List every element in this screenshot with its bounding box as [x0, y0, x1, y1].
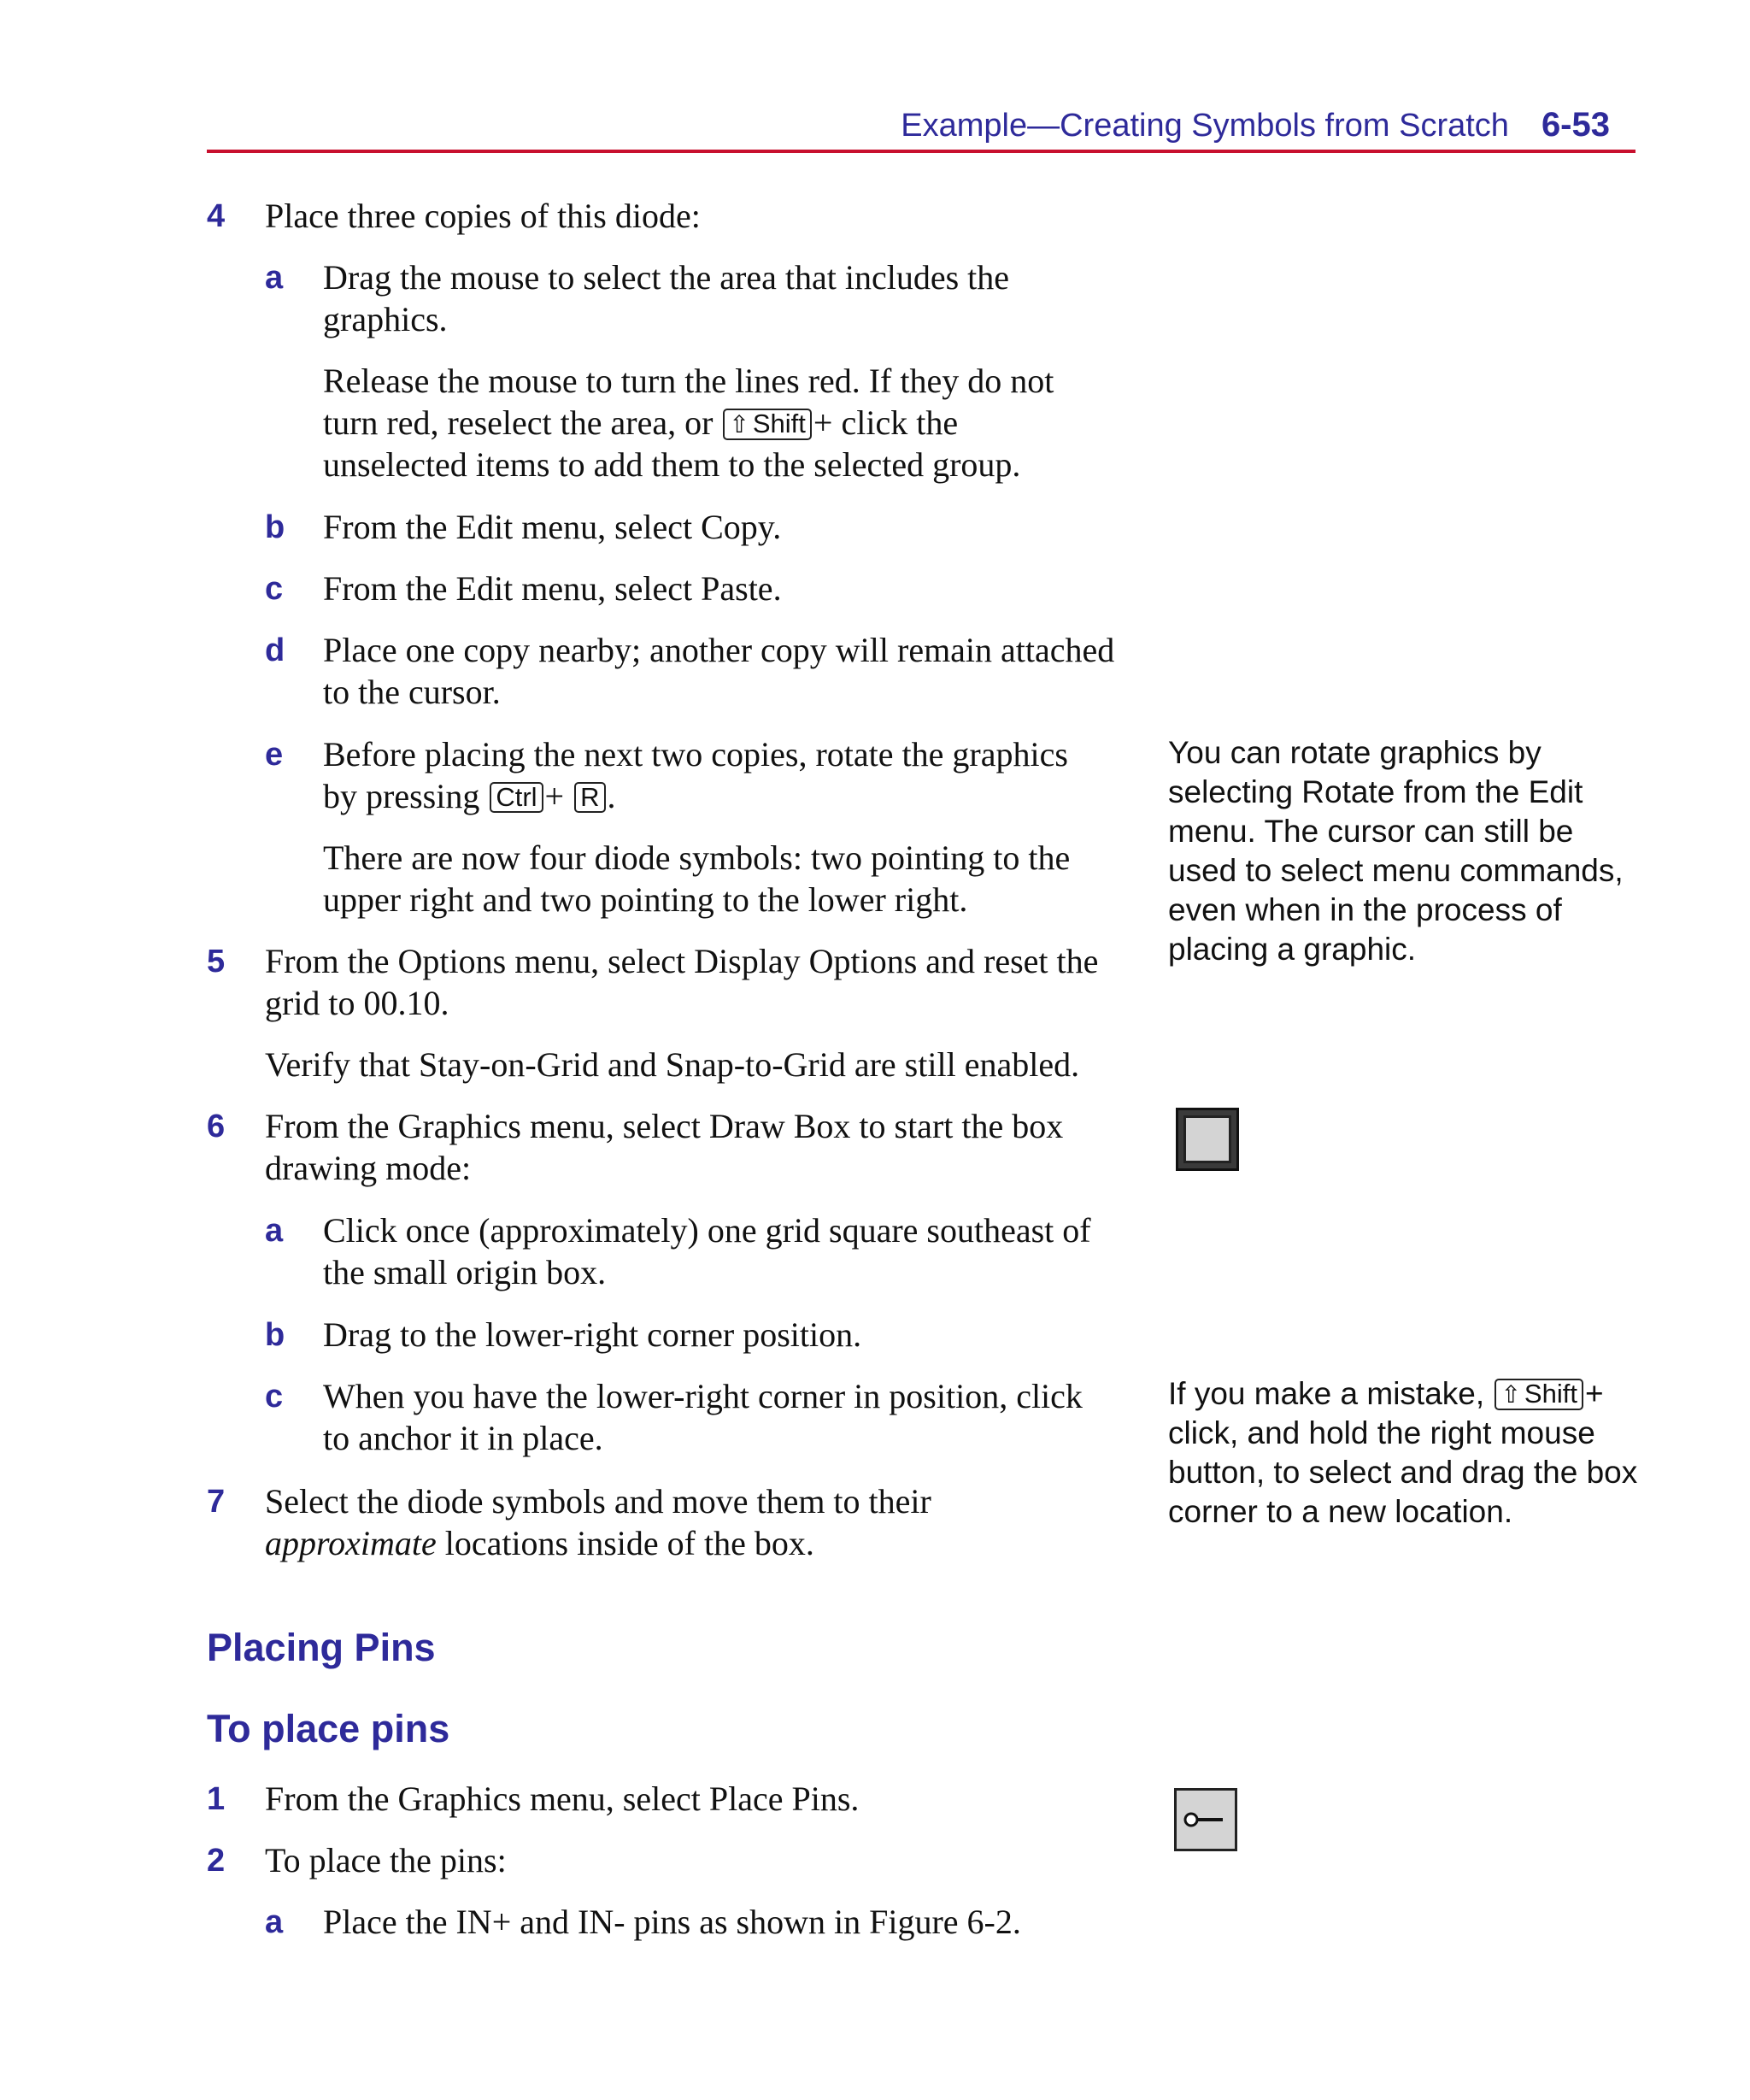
italic-word: approximate: [265, 1524, 437, 1562]
shift-arrow-icon: ⇧: [1500, 1381, 1521, 1408]
text-before-key: by pressing: [323, 777, 480, 815]
continuation-line: unselected items to add them to the selected group.: [323, 445, 1021, 484]
place-pin-glyph: [1177, 1791, 1235, 1849]
substep-text: Drag the mouse to select the area that includes the graphics.: [323, 258, 1010, 338]
note-text-rest: click, and hold the right mouse button, to select and drag the box corner to a new location.: [1168, 1415, 1638, 1529]
header-rule: [207, 150, 1635, 153]
step-number: 7: [207, 1484, 226, 1520]
step-text-post: locations inside of the box.: [436, 1524, 814, 1562]
procedure-heading: To place pins: [207, 1707, 450, 1750]
substep-text: When you have the lower-right corner in position, click to anchor it in place.: [323, 1377, 1083, 1457]
shift-key-label: Shift: [1524, 1379, 1577, 1409]
substep-letter: d: [265, 632, 285, 668]
substep-letter: a: [265, 1904, 284, 1940]
step-text: From the Graphics menu, select Place Pins.: [265, 1779, 860, 1818]
step-text: To place the pins:: [265, 1841, 507, 1879]
text-before-key: turn red, reselect the area, or: [323, 403, 714, 442]
period: .: [607, 777, 616, 815]
substep-line: Before placing the next two copies, rotate the graphics: [323, 735, 1068, 774]
section-heading: Placing Pins: [207, 1626, 436, 1669]
page-number: 6-53: [1541, 106, 1610, 144]
running-header: [901, 106, 1610, 144]
substep-letter: b: [265, 1317, 285, 1353]
substep-text: Click once (approximately) one grid square southeast of the small origin box.: [323, 1211, 1091, 1291]
substep-line: [323, 775, 1177, 817]
substep-text: Place one copy nearby; another copy will remain attached to the cursor.: [323, 631, 1115, 711]
shift-key: [1495, 1379, 1583, 1410]
header-title: Example—Creating Symbols from Scratch: [901, 108, 1509, 144]
continuation-line: Release the mouse to turn the lines red. If they do not: [323, 362, 1054, 400]
substep-text: [323, 733, 1177, 817]
step-text: Place three copies of this diode:: [265, 197, 701, 235]
text-after-key: + click the: [813, 403, 959, 442]
shift-key: [723, 409, 812, 440]
step-text-pre: Select the diode symbols and move them to their: [265, 1482, 931, 1521]
draw-box-icon: [1176, 1108, 1239, 1171]
continuation-line: [323, 402, 1177, 444]
r-key: R: [574, 782, 605, 813]
substep-text: Drag to the lower-right corner position.: [323, 1315, 862, 1354]
substep-text: From the Edit menu, select Paste.: [323, 569, 782, 608]
step-number: 6: [207, 1109, 226, 1144]
step-text: [265, 1480, 1034, 1564]
margin-note: [1168, 1374, 1647, 1532]
substep-continuation: There are now four diode symbols: two pointing to the upper right and two pointing to the lower right.: [323, 838, 1071, 919]
substep-letter: c: [265, 1379, 284, 1415]
place-pin-icon: [1174, 1788, 1237, 1851]
substep-text: Place the IN+ and IN- pins as shown in Figure 6-2.: [323, 1903, 1021, 1941]
step-text: From the Graphics menu, select Draw Box to start the box drawing mode:: [265, 1107, 1064, 1187]
plus-sign: +: [544, 777, 565, 815]
ctrl-key: Ctrl: [490, 782, 543, 813]
step-number: 1: [207, 1781, 226, 1817]
draw-box-icon-inner: [1183, 1115, 1231, 1163]
margin-note: You can rotate graphics by selecting Rotate from the Edit menu. The cursor can still be used to select menu commands, even when in the process of placing a graphic.: [1168, 735, 1624, 967]
step-number: 4: [207, 198, 226, 234]
substep-letter: a: [265, 1213, 284, 1249]
substep-letter: a: [265, 260, 284, 296]
shift-key-label: Shift: [752, 409, 806, 438]
step-number: 5: [207, 944, 226, 979]
substep-text: From the Edit menu, select Copy.: [323, 508, 782, 546]
substep-continuation: [323, 360, 1177, 485]
substep-letter: c: [265, 571, 284, 607]
step-number: 2: [207, 1843, 226, 1879]
step-continuation: Verify that Stay-on-Grid and Snap-to-Grid are still enabled.: [265, 1045, 1080, 1084]
shift-arrow-icon: ⇧: [729, 411, 749, 438]
note-text-before-key: If you make a mistake,: [1168, 1376, 1485, 1411]
substep-letter: b: [265, 509, 285, 545]
plus-sign: +: [1584, 1376, 1604, 1411]
substep-letter: e: [265, 737, 284, 773]
step-text: From the Options menu, select Display Options and reset the grid to 00.10.: [265, 942, 1099, 1022]
